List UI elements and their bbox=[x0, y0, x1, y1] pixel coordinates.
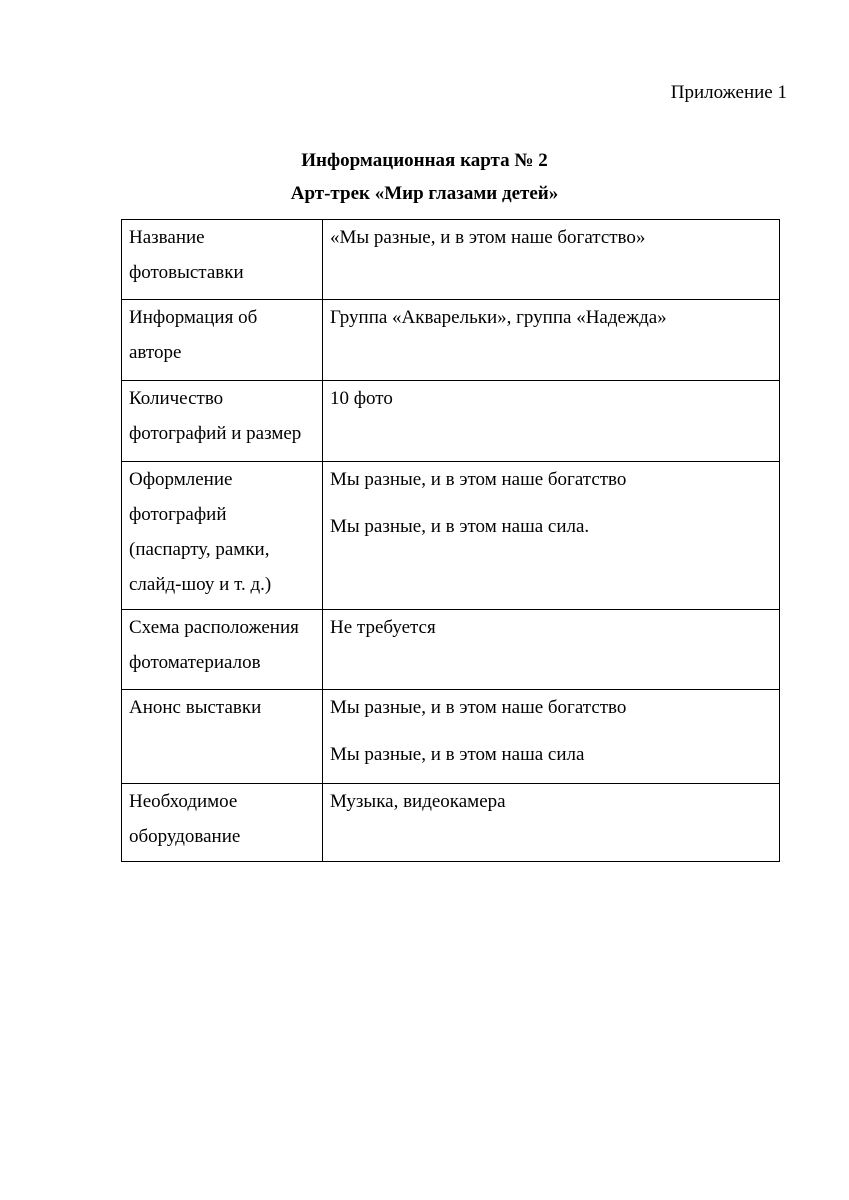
row-value bbox=[323, 610, 780, 690]
row-label bbox=[122, 220, 323, 300]
value-text: Мы разные, и в этом наше богатство bbox=[330, 469, 627, 490]
value-text: Мы разные, и в этом наше богатство bbox=[330, 697, 627, 718]
label-line: Анонс выставки bbox=[129, 697, 262, 718]
value-text: 10 фото bbox=[330, 388, 393, 409]
label-line: Название bbox=[129, 227, 205, 248]
row-label bbox=[122, 381, 323, 462]
row-label bbox=[122, 784, 323, 862]
row-label bbox=[122, 610, 323, 690]
row-value bbox=[323, 784, 780, 862]
table-row-exhibition-name bbox=[122, 220, 780, 300]
row-value bbox=[323, 690, 780, 784]
value-text: Группа «Акварельки», группа «Надежда» bbox=[330, 307, 667, 328]
label-line: фотоматериалов bbox=[129, 652, 261, 673]
value-text: «Мы разные, и в этом наше богатство» bbox=[330, 227, 646, 248]
value-text: Мы разные, и в этом наша сила bbox=[330, 744, 585, 765]
label-line: авторе bbox=[129, 342, 182, 363]
appendix-label: Приложение 1 bbox=[670, 82, 787, 103]
label-line: Количество bbox=[129, 388, 224, 409]
label-line: слайд-шоу и т. д.) bbox=[129, 574, 272, 595]
table-row-photo-count bbox=[122, 381, 780, 462]
card-subtitle: Арт-трек «Мир глазами детей» bbox=[290, 183, 559, 204]
label-line: фотографий bbox=[129, 504, 227, 525]
table-row-announcement bbox=[122, 690, 780, 784]
row-label bbox=[122, 300, 323, 381]
row-value bbox=[323, 462, 780, 610]
value-text: Не требуется bbox=[330, 617, 436, 638]
row-value bbox=[323, 381, 780, 462]
label-line: Необходимое bbox=[129, 791, 238, 812]
label-line: Информация об bbox=[129, 307, 258, 328]
table-row-layout-scheme bbox=[122, 610, 780, 690]
card-title: Информационная карта № 2 bbox=[301, 150, 548, 171]
label-line: Оформление bbox=[129, 469, 233, 490]
label-line: Схема расположения bbox=[129, 617, 299, 638]
row-label bbox=[122, 690, 323, 784]
table-row-author-info bbox=[122, 300, 780, 381]
row-value bbox=[323, 220, 780, 300]
table-row-equipment bbox=[122, 784, 780, 862]
row-label bbox=[122, 462, 323, 610]
row-value bbox=[323, 300, 780, 381]
value-text: Музыка, видеокамера bbox=[330, 791, 506, 812]
label-line: (паспарту, рамки, bbox=[129, 539, 270, 560]
table-row-photo-design bbox=[122, 462, 780, 610]
value-text: Мы разные, и в этом наша сила. bbox=[330, 516, 590, 537]
info-table bbox=[121, 219, 780, 862]
label-line: фотографий и размер bbox=[129, 423, 302, 444]
label-line: оборудование bbox=[129, 826, 241, 847]
label-line: фотовыставки bbox=[129, 262, 244, 283]
